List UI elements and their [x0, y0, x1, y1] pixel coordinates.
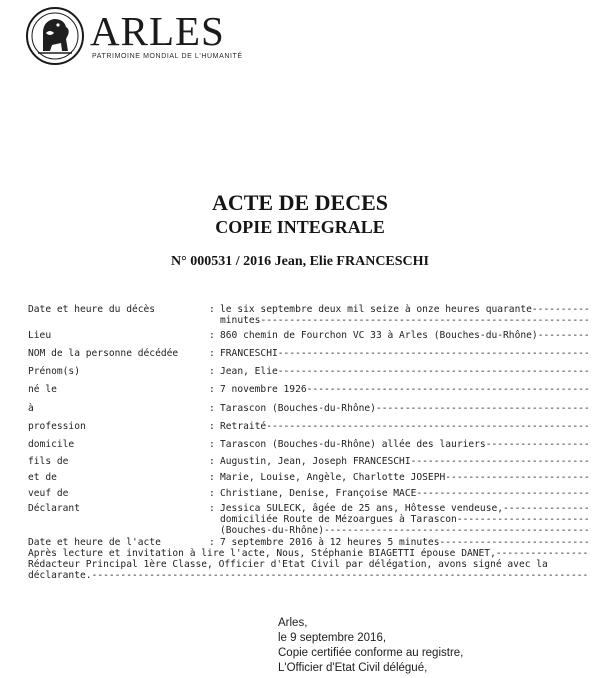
document-title: ACTE DE DECES [211, 190, 389, 215]
field-label: Prénom(s) [28, 366, 80, 377]
field-value-line: Tarascon (Bouches-du-Rhône) ----- [220, 403, 590, 414]
field-value-line: (Bouches-du-Rhône) ----- [220, 525, 590, 536]
record-row [28, 366, 596, 377]
field-separator: : [209, 384, 215, 395]
record-row [28, 488, 596, 499]
paragraph-line: déclarante. ----- [28, 570, 590, 581]
record-row [28, 421, 596, 432]
field-value [220, 348, 590, 359]
field-separator: : [209, 304, 215, 315]
signature-city: Arles, [278, 617, 308, 629]
field-separator: : [209, 472, 215, 483]
field-value [220, 330, 590, 341]
field-value-line: Jean, Elie ----- [220, 366, 590, 377]
record-row [28, 348, 596, 359]
field-value-line: le six septembre deux mil seize à onze heures quarante ----- [220, 304, 590, 315]
field-value [220, 488, 590, 499]
signature-block [278, 616, 463, 676]
field-value-line: Tarascon (Bouches-du-Rhône) allée des lauriers ----- [220, 439, 590, 450]
field-value [220, 503, 590, 536]
field-value [220, 403, 590, 414]
certification-note: Copie certifiée conforme au registre, [278, 647, 464, 659]
field-value [220, 472, 590, 483]
field-value [220, 304, 590, 326]
field-label: Déclarant [28, 503, 80, 514]
signature-date: le 9 septembre 2016, [278, 632, 387, 644]
field-label: Date et heure du décès [28, 304, 156, 315]
field-value [220, 421, 590, 432]
field-value [220, 384, 590, 395]
brand-subtitle: PATRIMOINE MONDIAL DE L'HUMANITÉ [92, 53, 243, 60]
field-value-line: 7 septembre 2016 à 12 heures 5 minutes ----- [220, 537, 590, 548]
field-value [220, 456, 590, 467]
record-row [28, 439, 596, 450]
field-separator: : [209, 366, 215, 377]
closing-paragraph [28, 548, 596, 581]
field-label: profession [28, 421, 86, 432]
record-row [28, 304, 596, 326]
lion-seal-icon [26, 7, 84, 65]
field-value-line: FRANCESCHI ----- [220, 348, 590, 359]
record-row [28, 537, 596, 548]
record-row [28, 503, 596, 536]
field-label: et de [28, 472, 57, 483]
field-value-line: 860 chemin de Fourchon VC 33 à Arles (Bouches-du-Rhône) ----- [220, 330, 590, 341]
field-label: veuf de [28, 488, 69, 499]
field-label: NOM de la personne décédée [28, 348, 179, 359]
record-row [28, 403, 596, 414]
field-label: né le [28, 384, 57, 395]
paragraph-line: Rédacteur Principal 1ère Classe, Officier d'Etat Civil par délégation, avons signé avec la [28, 559, 548, 570]
field-label: fils de [28, 456, 69, 467]
record-row [28, 384, 596, 395]
field-separator: : [209, 503, 215, 514]
field-separator: : [209, 488, 215, 499]
field-value-line: Retraité ----- [220, 421, 590, 432]
field-value-line: Marie, Louise, Angèle, Charlotte JOSEPH ----- [220, 472, 590, 483]
officer-title: L'Officier d'Etat Civil délégué, [278, 662, 428, 674]
record-row [28, 472, 596, 483]
field-label: Date et heure de l'acte [28, 537, 161, 548]
field-separator: : [209, 330, 215, 341]
arles-logo [26, 7, 266, 69]
field-value-line: Augustin, Jean, Joseph FRANCESCHI ----- [220, 456, 590, 467]
field-separator: : [209, 421, 215, 432]
record-row [28, 330, 596, 341]
field-separator: : [209, 348, 215, 359]
act-number: N° 000531 / 2016 Jean, Elie FRANCESCHI [171, 254, 429, 269]
field-separator: : [209, 403, 215, 414]
document-subtitle: COPIE INTEGRALE [215, 217, 385, 237]
record-row [28, 456, 596, 467]
field-label: à [28, 403, 34, 414]
field-value [220, 366, 590, 377]
paragraph-line: Après lecture et invitation à lire l'acte, Nous, Stéphanie BIAGETTI épouse DANET, ----- [28, 548, 590, 559]
field-value-line: minutes ----- [220, 315, 590, 326]
field-separator: : [209, 537, 215, 548]
field-value [220, 439, 590, 450]
field-value-line: 7 novembre 1926 ----- [220, 384, 590, 395]
field-label: domicile [28, 439, 75, 450]
field-value [220, 537, 590, 548]
brand-name: ARLES [90, 8, 225, 54]
field-separator: : [209, 439, 215, 450]
field-value-line: Jessica SULECK, âgée de 25 ans, Hôtesse vendeuse, ----- [220, 503, 590, 514]
field-separator: : [209, 456, 215, 467]
field-value-line: Christiane, Denise, Françoise MACE ----- [220, 488, 590, 499]
field-label: Lieu [28, 330, 52, 341]
field-value-line: domiciliée Route de Mézoargues à Tarascon ----- [220, 514, 590, 525]
